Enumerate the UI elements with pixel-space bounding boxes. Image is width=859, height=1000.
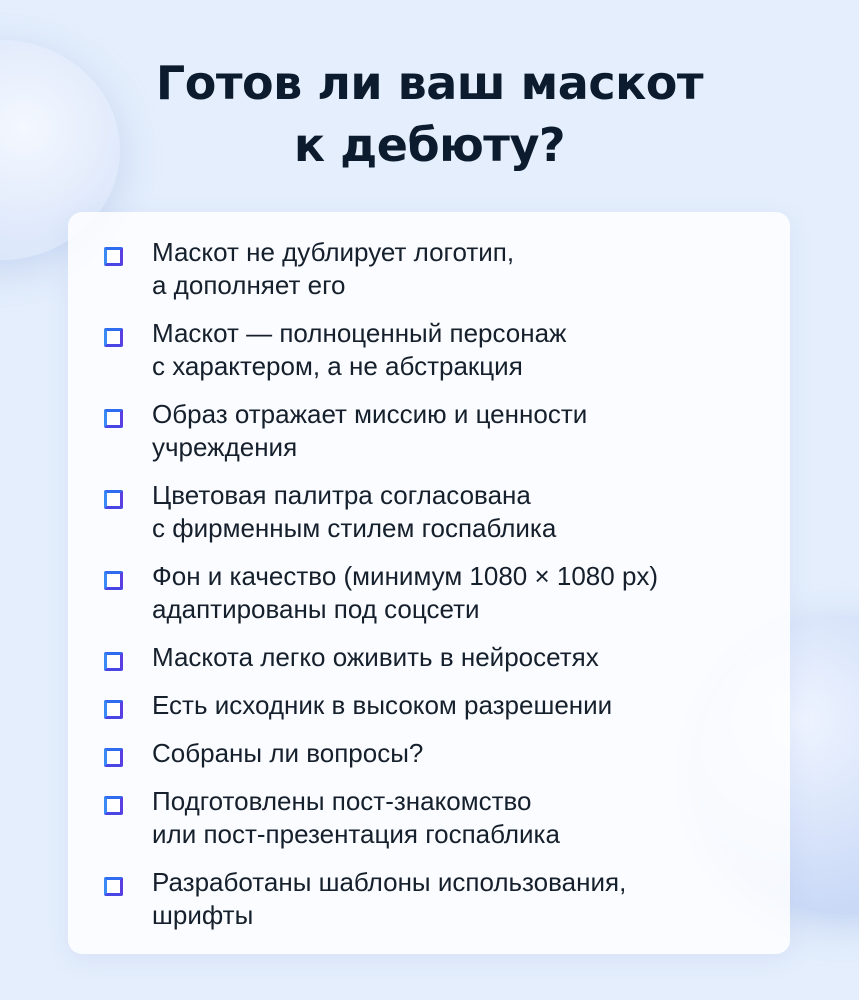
checklist-item-line: с характером, а не абстракция	[152, 351, 523, 381]
checklist-item-line: Маскота легко оживить в нейросетях	[152, 642, 599, 672]
checklist-item-text	[152, 689, 612, 722]
checklist-item-line: с фирменным стилем госпаблика	[152, 513, 557, 543]
checklist-item-line: Есть исходник в высоком разрешении	[152, 690, 613, 720]
checklist-item-text	[152, 317, 566, 383]
checklist-item-text	[152, 398, 587, 464]
checkbox-icon	[104, 652, 123, 671]
checklist-item	[104, 236, 784, 302]
checkbox-icon	[104, 700, 123, 719]
checklist-item-line: шрифты	[152, 900, 254, 930]
checkbox-icon	[104, 247, 123, 266]
checkbox-icon	[104, 409, 123, 428]
checklist-item-text	[152, 785, 560, 851]
checklist-item-line: а дополняет его	[152, 270, 346, 300]
title-line-1: Готов ли ваш маскот	[155, 56, 704, 110]
checklist-item-line: Цветовая палитра согласована	[152, 480, 531, 510]
checklist-item-line: Разработаны шаблоны использования,	[152, 867, 627, 897]
checklist-item-line: Маскот не дублирует логотип,	[152, 237, 515, 267]
checkbox-icon	[104, 877, 123, 896]
checklist-item	[104, 398, 784, 464]
checklist-item-text	[152, 479, 556, 545]
checklist-item-line: Маскот — полноценный персонаж	[152, 318, 567, 348]
page-title	[0, 52, 859, 176]
checklist-item-line: адаптированы под соцсети	[152, 594, 480, 624]
checklist-item	[104, 560, 784, 626]
checklist-item-line: Фон и качество (минимум 1080 × 1080 px)	[152, 561, 659, 591]
checklist-item	[104, 479, 784, 545]
checkbox-icon	[104, 328, 123, 347]
checkbox-icon	[104, 571, 123, 590]
checklist-card	[68, 212, 790, 954]
checklist-item-text	[152, 560, 658, 626]
checklist-item	[104, 689, 784, 722]
checklist-item	[104, 866, 784, 932]
checklist-item	[104, 785, 784, 851]
checklist-item-text	[152, 866, 626, 932]
checkbox-icon	[104, 490, 123, 509]
checklist-item-text	[152, 641, 599, 674]
checklist-item-text	[152, 737, 423, 770]
checklist-item-line: Образ отражает миссию и ценности	[152, 399, 588, 429]
checklist-item	[104, 641, 784, 674]
checklist-item	[104, 317, 784, 383]
checklist	[104, 236, 784, 947]
checklist-item-line: Подготовлены пост-знакомство	[152, 786, 532, 816]
checkbox-icon	[104, 796, 123, 815]
checklist-item-line: учреждения	[152, 432, 298, 462]
checklist-item	[104, 737, 784, 770]
checklist-item-line: или пост-презентация госпаблика	[152, 819, 560, 849]
checklist-item-text	[152, 236, 514, 302]
checklist-item-line: Собраны ли вопросы?	[152, 738, 424, 768]
checkbox-icon	[104, 748, 123, 767]
title-line-2: к дебюту?	[293, 118, 566, 172]
